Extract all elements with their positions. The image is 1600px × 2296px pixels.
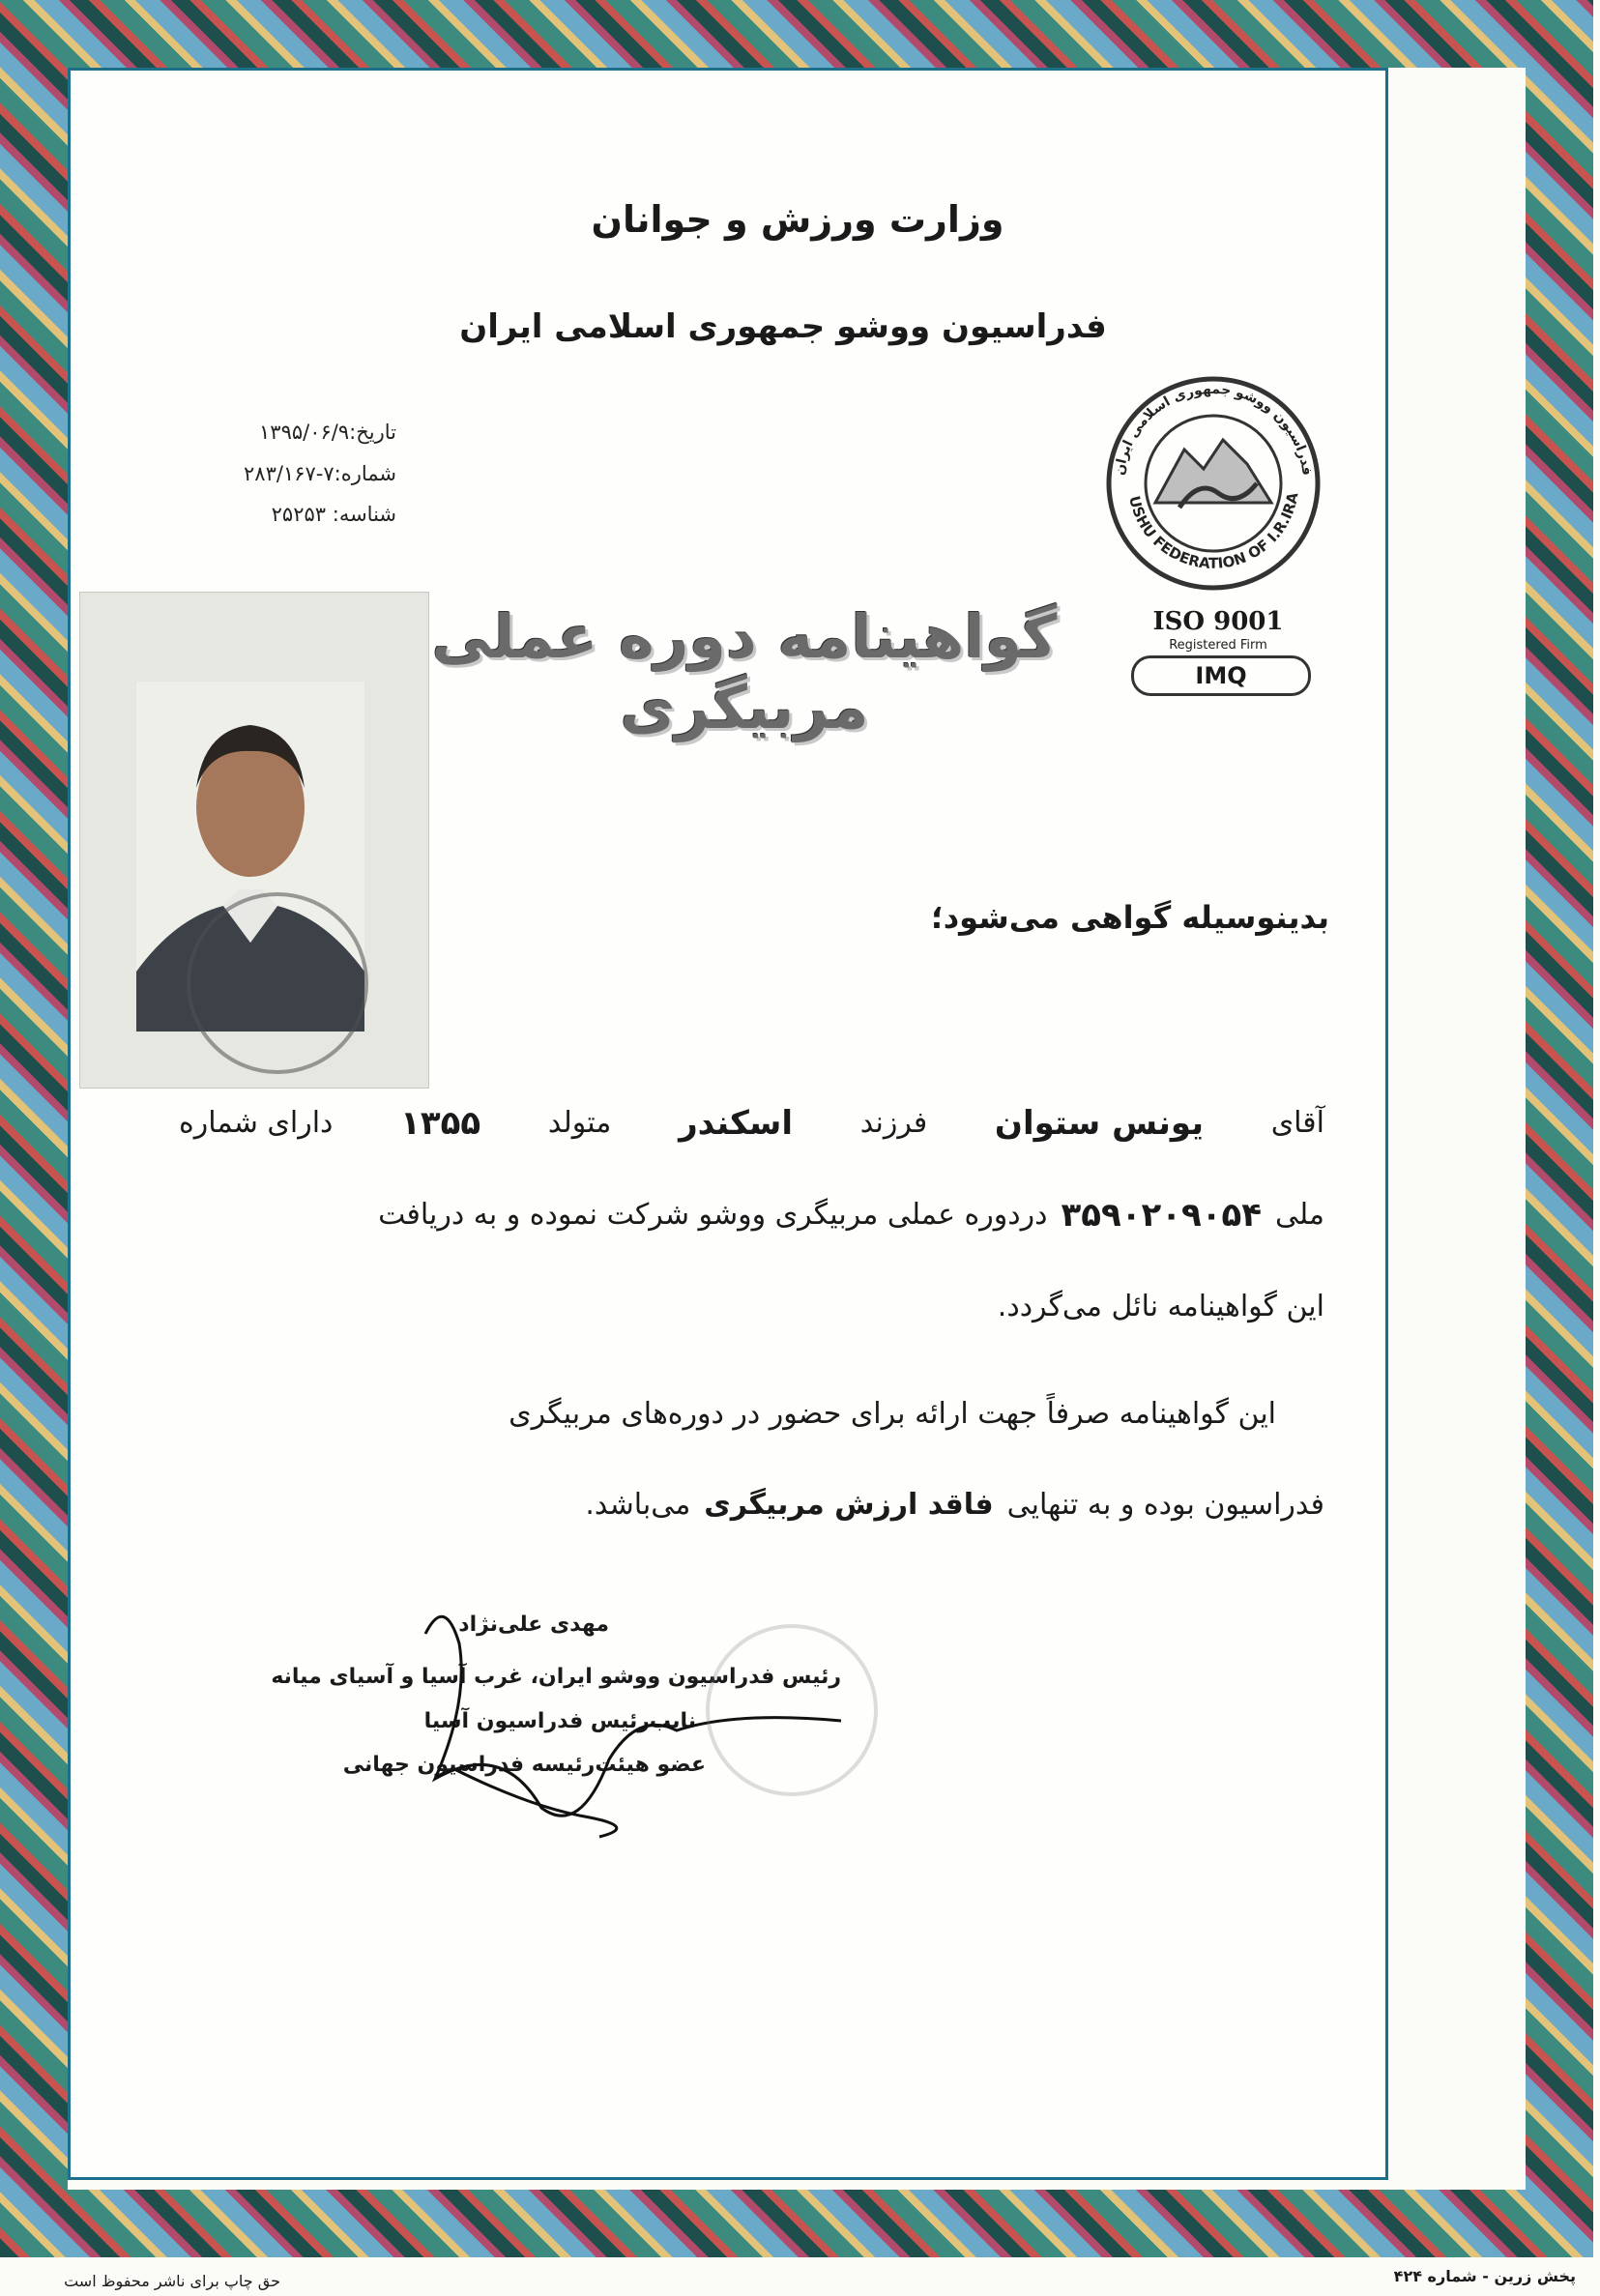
disclaimer-text-a: فدراسیون بوده و به تنهایی [1006, 1488, 1324, 1522]
federation-heading: فدراسیون ووشو جمهوری اسلامی ایران [459, 307, 1107, 346]
disclaimer-line-1: این گواهینامه صرفاً جهت ارائه برای حضور در دوره‌های مربیگری [509, 1397, 1276, 1431]
id-field: شناسه: ۲۵۲۵۳ [271, 503, 396, 526]
body-line-2 [179, 1170, 1324, 1261]
date-field: تاریخ:۱۳۹۵/۰۶/۹ [259, 421, 396, 444]
disclaimer-text-b: می‌باشد. [585, 1488, 691, 1522]
father-name: اسکندر [679, 1104, 794, 1143]
body-title-prefix: آقای [1270, 1106, 1324, 1140]
disclaimer-bold: فاقد ارزش مربیگری [704, 1488, 994, 1522]
federation-logo [1102, 372, 1324, 595]
logo-persian-text: فدراسیون ووشو جمهوری اسلامی ایران [1112, 381, 1315, 477]
body-child-of: فرزند [859, 1106, 928, 1140]
iso-label: ISO 9001 [1152, 607, 1284, 636]
body-national-label: ملی [1274, 1198, 1324, 1232]
signature-stamp [706, 1624, 878, 1796]
body-has-number: دارای شماره [179, 1106, 334, 1140]
registered-firm-label: Registered Firm [1169, 638, 1267, 653]
photo-stamp [187, 892, 368, 1074]
body-born: متولد [547, 1106, 612, 1140]
federation-seal-icon [1102, 372, 1324, 595]
signatory-role-3: عضو هیئت‌رئیسه فدراسیون جهانی [342, 1753, 706, 1777]
certify-line: بدینوسیله گواهی می‌شود؛ [930, 899, 1329, 936]
imq-badge: IMQ [1131, 655, 1311, 696]
publisher-note: پخش زرین - شماره ۴۲۴ [1393, 2267, 1576, 2285]
body-line-3: این گواهینامه نائل می‌گردد. [997, 1290, 1324, 1323]
number-field: شماره:۷-۲۸۳/۱۶۷ [244, 462, 396, 485]
ministry-heading: وزارت ورزش و جوانان [591, 198, 1004, 241]
signatory-role-2: نایب‌رئیس فدراسیون آسیا [423, 1709, 696, 1733]
signatory-role-1: رئیس فدراسیون ووشو ایران، غرب آسیا و آسیای میانه [271, 1665, 841, 1689]
birth-year: ۱۳۵۵ [400, 1104, 481, 1143]
logo-english-text: USHU FEDERATION OF I.R.IRA [1125, 490, 1302, 572]
signatory-name: مهدی علی‌نژاد [458, 1613, 609, 1637]
person-name: یونس ستوان [994, 1104, 1204, 1143]
national-id: ۳۵۹۰۲۰۹۰۵۴ [1061, 1196, 1262, 1235]
body-line-1 [179, 1078, 1324, 1169]
body-course-text: دردوره عملی مربیگری ووشو شرکت نموده و به دریافت [378, 1198, 1048, 1232]
copyright-note: حق چاپ برای ناشر محفوظ است [64, 2272, 280, 2290]
certificate-title: گواهینامه دوره عملی مربیگری [431, 601, 1058, 742]
disclaimer-line-2 [179, 1460, 1324, 1551]
